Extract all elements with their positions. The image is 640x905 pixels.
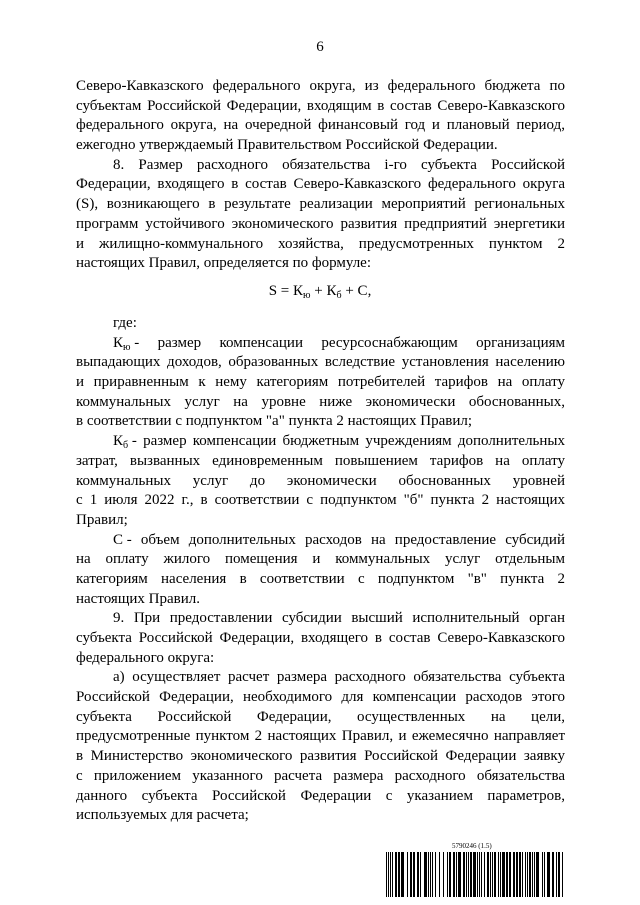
barcode-bar (522, 852, 523, 897)
text-line: категориям населения в соответствии с подпунктом "в" пункта 2 (76, 570, 565, 587)
barcode-bar (401, 852, 404, 897)
barcode-bar (392, 852, 393, 897)
text-line: на оплату жилого помещения и коммунальных услуг отдельным (76, 551, 565, 568)
paragraph-item-9 (76, 609, 565, 668)
text-line (76, 432, 565, 452)
barcode-bar (413, 852, 415, 897)
term-symbol: К (113, 334, 124, 351)
barcode-bar (410, 852, 412, 897)
term-subscript: б (123, 440, 129, 452)
text-line: программ устойчивого экономического развития предприятий энергетики (76, 215, 565, 232)
page-number: 6 (316, 39, 324, 55)
text-line: коммунальных услуг до экономически обоснованных уровней (76, 472, 565, 489)
main-text-upper (76, 77, 565, 274)
barcode-bar (529, 852, 531, 897)
formula-term-subscript: ю (303, 290, 311, 301)
term-k-b (113, 432, 137, 452)
barcode-bar (547, 852, 550, 897)
text-line: а) осуществляет расчет размера расходного обязательства субъекта (113, 669, 565, 686)
text-line: предусмотренные пунктом 2 настоящих Правил, и ежемесячно направляет (76, 728, 565, 745)
barcode-bar (430, 852, 431, 897)
barcode-bar (534, 852, 535, 897)
barcode-bar (552, 852, 554, 897)
text-line: данного субъекта Российской Федерации с указанием параметров, (76, 787, 565, 804)
barcode-bar (466, 852, 467, 897)
barcode-bar (487, 852, 489, 897)
text-line: Российской Федерации, необходимого для компенсации расходов этого (76, 689, 565, 706)
barcode-bar (468, 852, 469, 897)
barcode-bar (494, 852, 496, 897)
barcode-bar (532, 852, 533, 897)
barcode-bar (502, 852, 505, 897)
barcode-bar (490, 852, 491, 897)
paragraph-continuation (76, 77, 565, 156)
barcode-bar (456, 852, 457, 897)
definition-text: размер компенсации ресурсоснабжающим организациям (157, 334, 565, 351)
formula-term-c: С (357, 283, 368, 299)
text-line: 9. При предоставлении субсидии высший исполнительный орган (113, 610, 565, 627)
barcode-bar (519, 852, 521, 897)
barcode-bar (513, 852, 515, 897)
text-line: Северо-Кавказского федерального округа, из федерального бюджета по (76, 78, 565, 94)
barcode-bar (484, 852, 485, 897)
text-line: выпадающих доходов, образованных вследствие установления населению (76, 354, 565, 371)
formula-plus: + (345, 283, 354, 299)
term-dash: - (131, 433, 137, 450)
barcode-bar (439, 852, 440, 897)
barcode-bar (506, 852, 508, 897)
text-line: настоящих Правил. (76, 590, 200, 607)
text-line: в Министерство экономического развития Российской Федерации заявку (76, 748, 565, 765)
text-line: федерального округа, на очередной финансовый год и плановый период, (76, 117, 565, 134)
barcode-bar (542, 852, 543, 897)
barcode-bar (477, 852, 478, 897)
paragraph-item-8 (76, 156, 565, 274)
definition-text: размер компенсации бюджетным учреждениям дополнительных (143, 433, 566, 450)
formula-trailing-comma: , (367, 283, 372, 299)
barcode-bar (458, 852, 461, 897)
formula-lhs: S (268, 283, 278, 299)
barcode-bar (432, 852, 433, 897)
barcode-bar (509, 852, 511, 897)
barcode-bar (556, 852, 557, 897)
text-line: федерального округа: (76, 649, 215, 666)
text-line: с приложением указанного расчета размера расходного обязательства (76, 767, 565, 784)
formula-plus: + (314, 283, 323, 299)
text-line: коммунальных услуг на уровне ниже экономически обоснованных, (76, 393, 565, 410)
barcode-bar (479, 852, 480, 897)
barcode-bar (443, 852, 444, 897)
barcode-bar (536, 852, 539, 897)
text-line: 8. Размер расходного обязательства i-го субъекта Российской (113, 156, 565, 173)
barcode-bar (424, 852, 427, 897)
barcode-bar (500, 852, 501, 897)
barcode-bar (390, 852, 391, 897)
barcode-bar (453, 852, 455, 897)
barcode-bar (386, 852, 387, 897)
formula-term-symbol: К (293, 283, 304, 299)
term-dash: - (126, 531, 132, 548)
text-line: Федерации, входящего в состав Северо-Кавказского федерального округа (76, 176, 565, 193)
definition-text: объем дополнительных расходов на предоставление субсидий (140, 531, 565, 548)
text-line (76, 531, 565, 551)
term-k-yu (113, 334, 139, 354)
text-line: в соответствии с подпунктом "а" пункта 2 настоящих Правил; (76, 413, 473, 430)
text-line: настоящих Правил, определяется по формуле: (76, 255, 372, 272)
barcode-bar (428, 852, 429, 897)
term-c (113, 531, 132, 551)
definition-k-b (76, 432, 565, 530)
formula-term-k-yu (293, 283, 311, 299)
main-text-lower (76, 314, 565, 826)
formula (0, 281, 640, 301)
barcode-bar (449, 852, 451, 897)
text-line: Правил; (76, 511, 128, 528)
barcode-bar (470, 852, 472, 897)
barcode-bar (481, 852, 482, 897)
where-label: где: (113, 315, 137, 331)
barcode-bar (562, 852, 563, 897)
formula-term-symbol: К (326, 283, 337, 299)
barcode-bar (388, 852, 389, 897)
barcode-bar (398, 852, 400, 897)
text-line: затрат, вызванных единовременным повышением тарифов на оплату (76, 452, 565, 469)
text-line: субъекта Российской Федерации, осуществленных на цели, (76, 708, 565, 725)
text-line: и приравненным к нему категориям потребителей тарифов на оплату (76, 374, 565, 391)
formula-equals: = (280, 283, 290, 299)
definition-c (76, 531, 565, 610)
barcode-bar (527, 852, 528, 897)
barcode-bar (498, 852, 499, 897)
barcode-label: 5790246 (1.5) (452, 842, 492, 850)
formula-term-k-b (326, 283, 341, 299)
term-symbol: К (113, 433, 124, 450)
barcode-bar (407, 852, 408, 897)
barcode-bar (420, 852, 421, 897)
barcode-bar (463, 852, 465, 897)
term-subscript: ю (123, 341, 131, 353)
barcode-bar (544, 852, 545, 897)
barcode-bar (525, 852, 526, 897)
text-line: и жилищно-коммунального хозяйства, предусмотренных пунктом 2 (76, 235, 565, 252)
barcode-bar (516, 852, 518, 897)
text-line: субъектам Российской Федерации, входящим в состав Северо-Кавказского (76, 97, 565, 114)
subparagraph-9a (76, 668, 565, 826)
term-dash: - (134, 334, 140, 351)
text-line: ежегодно утверждаемый Правительством Российской Федерации. (76, 137, 498, 154)
formula-term-subscript: б (336, 290, 342, 301)
barcode-bar (492, 852, 493, 897)
barcode-bar (558, 852, 560, 897)
text-line: используемых для расчета; (76, 807, 249, 824)
text-line (76, 334, 565, 354)
barcode-bar (473, 852, 476, 897)
text-line: субъекта Российской Федерации, входящего в состав Северо-Кавказского (76, 630, 565, 646)
term-symbol: С (113, 531, 124, 548)
text-line: с 1 июля 2022 г., в соответствии с подпунктом "б" пункта 2 настоящих (76, 492, 565, 509)
barcode-bar (417, 852, 419, 897)
barcode-bar (447, 852, 448, 897)
text-line: (S), возникающего в результате реализации мероприятий региональных (76, 196, 565, 213)
barcode (386, 852, 565, 897)
barcode-bar (435, 852, 436, 897)
definition-k-yu (76, 334, 565, 432)
barcode-bar (395, 852, 397, 897)
